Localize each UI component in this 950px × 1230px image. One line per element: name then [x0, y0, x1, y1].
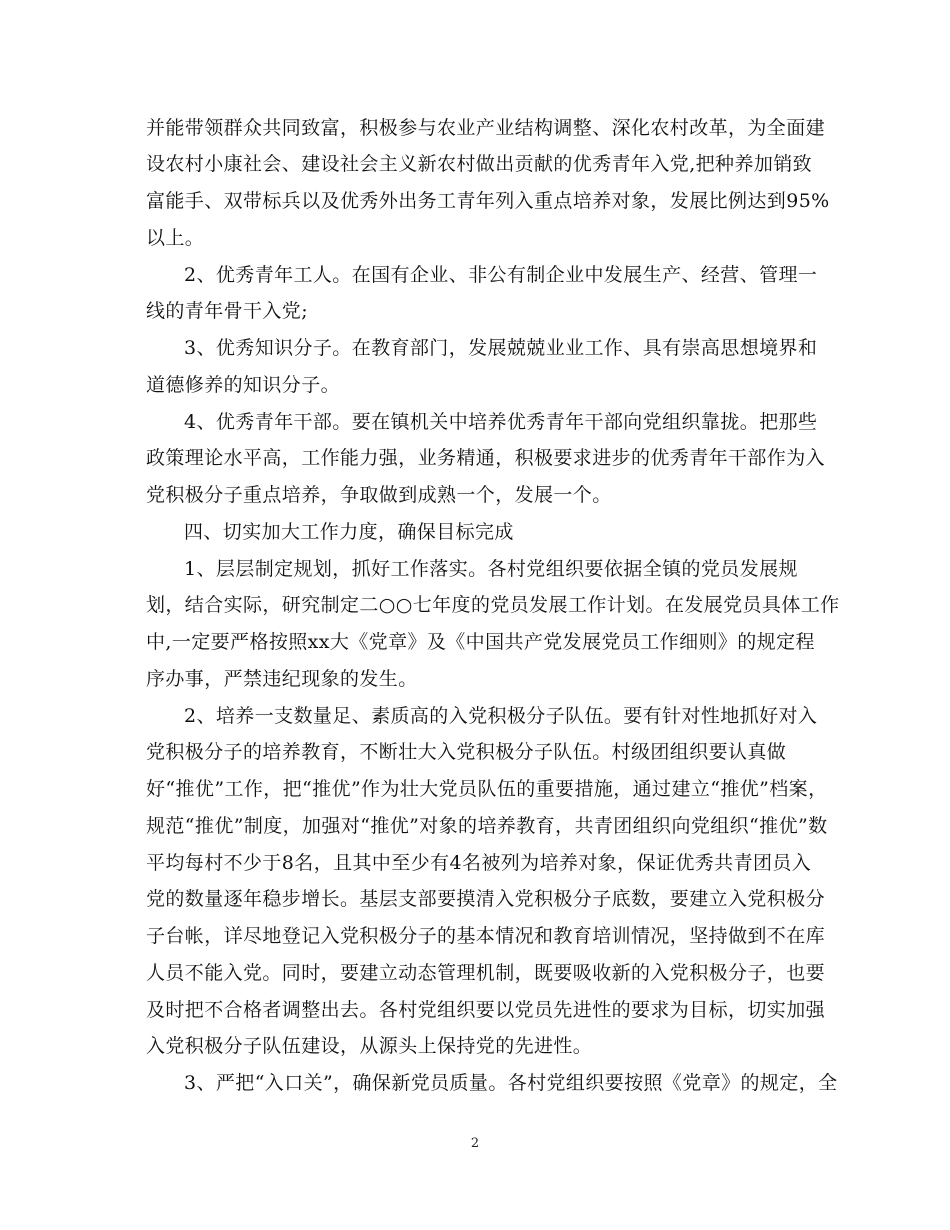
text-line: 并能带领群众共同致富，积极参与农业产业结构调整、深化农村改革，为全面建 [146, 117, 826, 139]
text-line: 2、优秀青年工人。在国有企业、非公有制企业中发展生产、经营、管理一 [184, 264, 818, 286]
text-line: 好“推优”工作，把“推优”作为壮大党员队伍的重要措施，通过建立“推优”档案， [146, 778, 828, 800]
text-line: 序办事，严禁违纪现象的发生。 [146, 668, 418, 690]
text-line: 政策理论水平高，工作能力强，业务精通，积极要求进步的优秀青年干部作为入 [146, 447, 826, 469]
text-line: 划，结合实际，研究制定二○○七年度的党员发展工作计划。在发展党员具体工作 [146, 594, 840, 616]
text-line: 中,一定要严格按照xx大《党章》及《中国共产党发展党员工作细则》的规定程 [146, 631, 815, 653]
text-line: 2、培养一支数量足、素质高的入党积极分子队伍。要有针对性地抓好对入 [184, 705, 818, 727]
text-line: 党积极分子重点培养，争取做到成熟一个，发展一个。 [146, 484, 612, 506]
text-line: 规范“推优”制度，加强对“推优”对象的培养教育，共青团组织向党组织“推优”数 [146, 815, 828, 837]
text-line: 道德修养的知识分子。 [146, 374, 341, 396]
text-line: 1、层层制定规划，抓好工作落实。各村党组织要依据全镇的党员发展规 [184, 558, 798, 580]
section-heading: 四、切实加大工作力度，确保目标完成 [184, 521, 514, 543]
text-line: 4、优秀青年干部。要在镇机关中培养优秀青年干部向党组织靠拢。把那些 [184, 411, 818, 433]
text-line: 子台帐，详尽地登记入党积极分子的基本情况和教育培训情况，坚持做到不在库 [146, 925, 826, 947]
text-line: 党的数量逐年稳步增长。基层支部要摸清入党积极分子底数，要建立入党积极分 [146, 888, 826, 910]
text-line: 入党积极分子队伍建设，从源头上保持党的先进性。 [146, 1035, 593, 1057]
page-number: 2 [470, 1136, 480, 1151]
text-line: 及时把不合格者调整出去。各村党组织要以党员先进性的要求为目标，切实加强 [146, 999, 826, 1021]
text-line: 设农村小康社会、建设社会主义新农村做出贡献的优秀青年入党,把种养加销致 [146, 153, 813, 175]
text-line: 以上。 [146, 227, 205, 249]
text-line: 线的青年骨干入党; [146, 300, 309, 322]
text-line: 平均每村不少于8名，且其中至少有4名被列为培养对象，保证优秀共青团员入 [146, 852, 812, 874]
text-line: 富能手、双带标兵以及优秀外出务工青年列入重点培养对象，发展比例达到95% [146, 190, 830, 212]
text-line: 党积极分子的培养教育，不断壮大入党积极分子队伍。村级团组织要认真做 [146, 741, 787, 763]
text-line: 人员不能入党。同时，要建立动态管理机制，既要吸收新的入党积极分子，也要 [146, 962, 826, 984]
text-line: 3、严把“入口关”，确保新党员质量。各村党组织要按照《党章》的规定，全 [184, 1072, 838, 1094]
text-line: 3、优秀知识分子。在教育部门，发展兢兢业业工作、具有崇高思想境界和 [184, 337, 818, 359]
